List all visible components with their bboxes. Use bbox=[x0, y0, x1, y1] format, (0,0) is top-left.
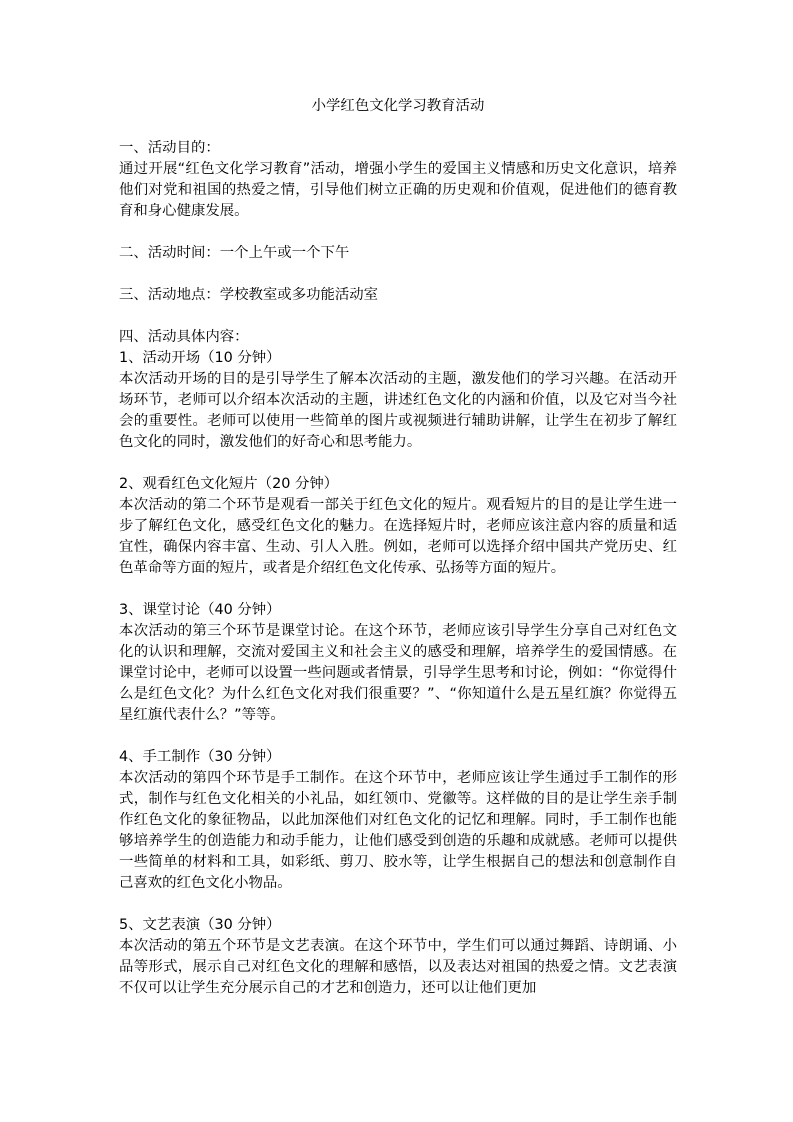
item-4-heading: 4、手工制作（30 分钟） bbox=[119, 749, 281, 765]
document-title: 小学红色文化学习教育活动 bbox=[311, 98, 485, 114]
item-1-heading: 1、活动开场（10 分钟） bbox=[119, 350, 281, 366]
spacer bbox=[119, 579, 677, 600]
item-5-heading: 5、文艺表演（30 分钟） bbox=[119, 917, 281, 933]
spacer bbox=[119, 453, 677, 474]
spacer bbox=[119, 264, 677, 285]
section-purpose-heading: 一、活动目的： bbox=[119, 140, 220, 156]
section-place-heading: 三、活动地点：学校教室或多功能活动室 bbox=[119, 287, 379, 303]
section-purpose-text: 通过开展“红色文化学习教育”活动，增强小学生的爱国主义情感和历史文化意识，培养他们对党和祖国的热爱之情，引导他们树立正确的历史观和价值观，促进他们的德育教育和身心健康发展。 bbox=[119, 161, 677, 219]
item-3-heading: 3、课堂讨论（40 分钟） bbox=[119, 602, 281, 618]
item-2-text: 本次活动的第二个环节是观看一部关于红色文化的短片。观看短片的目的是让学生进一步了解红色文化，感受红色文化的魅力。在选择短片时，老师应该注意内容的质量和适宜性，确保内容丰富、生动、引人入胜。例如，老师可以选择介绍中国共产党历史、红色革命等方面的短片，或者是介绍红色文化传承、弘扬等方面的短片。 bbox=[119, 497, 677, 576]
item-1-text: 本次活动开场的目的是引导学生了解本次活动的主题，激发他们的学习兴趣。在活动开场环节，老师可以介绍本次活动的主题，讲述红色文化的内涵和价值，以及它对当今社会的重要性。老师可以使用一些简单的图片或视频进行辅助讲解，让学生在初步了解红色文化的同时，激发他们的好奇心和思考能力。 bbox=[119, 371, 677, 450]
spacer bbox=[119, 306, 677, 327]
section-time-heading: 二、活动时间：一个上午或一个下午 bbox=[119, 245, 350, 261]
section-content-heading: 四、活动具体内容： bbox=[119, 329, 249, 345]
spacer bbox=[119, 222, 677, 243]
item-5-text: 本次活动的第五个环节是文艺表演。在这个环节中，学生们可以通过舞蹈、诗朗诵、小品等形式，展示自己对红色文化的理解和感悟，以及表达对祖国的热爱之情。文艺表演不仅可以让学生充分展示自己的才艺和创造力，还可以让他们更加 bbox=[119, 938, 677, 996]
item-2-heading: 2、观看红色文化短片（20 分钟） bbox=[119, 476, 339, 492]
document-page bbox=[119, 96, 677, 999]
item-4-text: 本次活动的第四个环节是手工制作。在这个环节中，老师应该让学生通过手工制作的形式，制作与红色文化相关的小礼品，如红领巾、党徽等。这样做的目的是让学生亲手制作红色文化的象征物品，以此加深他们对红色文化的记忆和理解。同时，手工制作也能够培养学生的创造能力和动手能力，让他们感受到创造的乐趣和成就感。老师可以提供一些简单的材料和工具，如彩纸、剪刀、胶水等，让学生根据自己的想法和创意制作自己喜欢的红色文化小物品。 bbox=[119, 770, 677, 891]
spacer bbox=[119, 726, 677, 747]
item-3-text: 本次活动的第三个环节是课堂讨论。在这个环节，老师应该引导学生分享自己对红色文化的认识和理解，交流对爱国主义和社会主义的感受和理解，培养学生的爱国情感。在课堂讨论中，老师可以设置一些问题或者情景，引导学生思考和讨论，例如：“你觉得什么是红色文化？为什么红色文化对我们很重要？”、“你知道什么是五星红旗？你觉得五星红旗代表什么？”等等。 bbox=[119, 623, 677, 723]
spacer bbox=[119, 894, 677, 915]
